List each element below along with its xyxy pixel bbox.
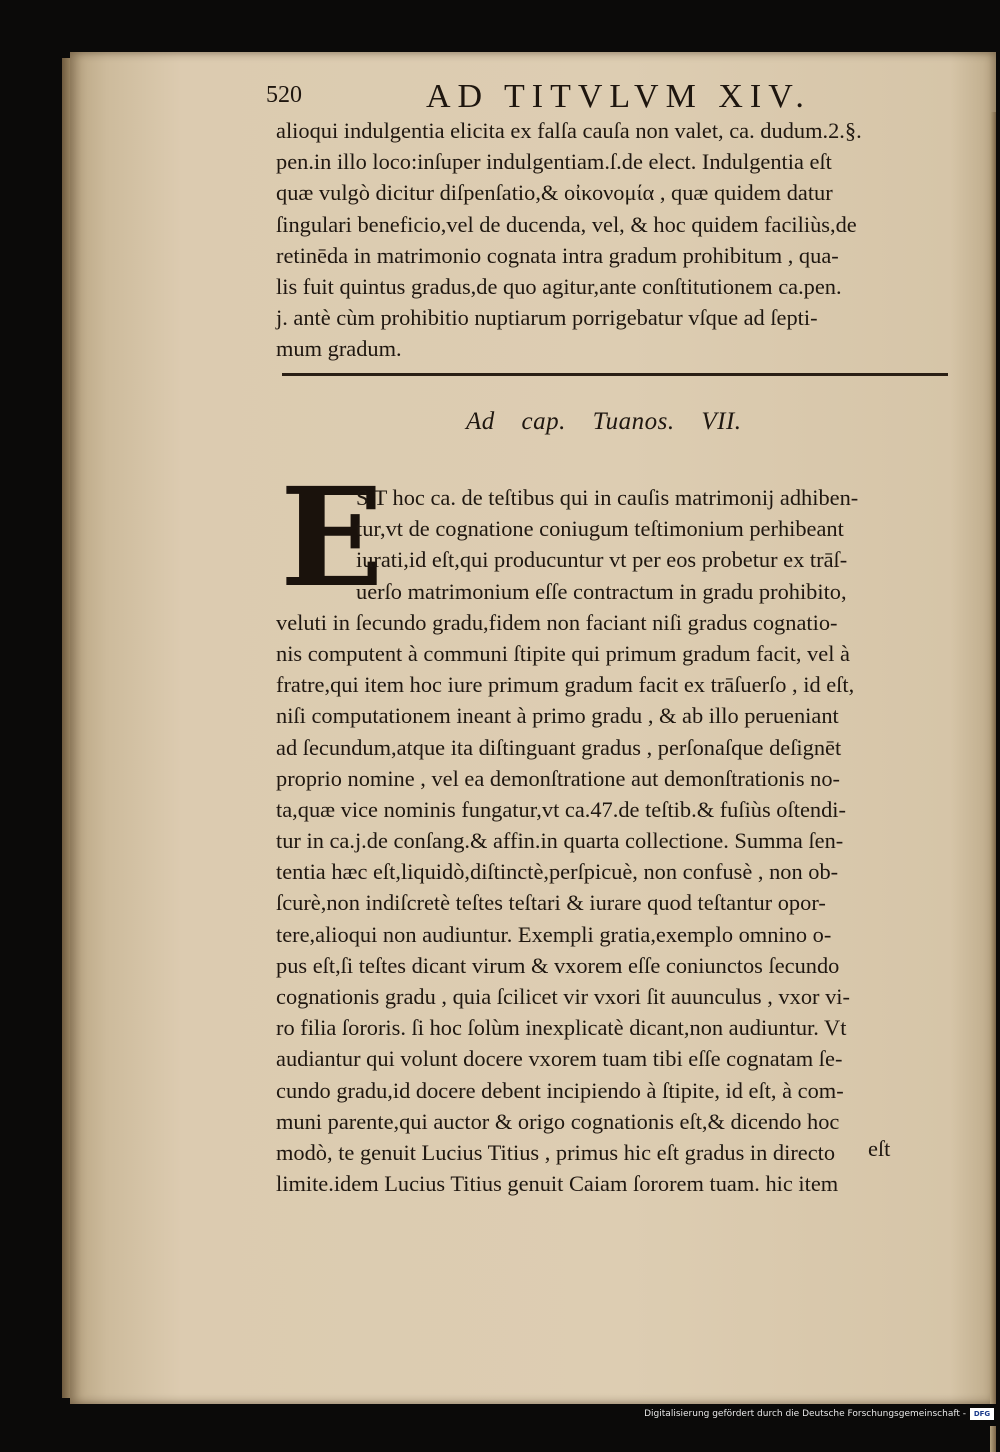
text-line: lis fuit quintus gradus,de quo agitur,ante conſtitutionem ca.pen. xyxy=(276,273,842,299)
text-line: S T hoc ca. de teſtibus qui in cauſis matrimonij adhiben- xyxy=(356,485,859,510)
text-line: proprio nomine , vel ea demonſtratione aut demonſtrationis no- xyxy=(276,765,840,791)
paragraph-1 xyxy=(276,115,956,365)
text-line: ſingulari beneficio,vel de ducenda, vel, & hoc quidem faciliùs,de xyxy=(276,211,857,237)
text-line: pus eſt,ſi teſtes dicant virum & vxorem eſſe coniunctos ſecundo xyxy=(276,952,840,978)
text-line: fratre,qui item hoc iure primum gradum facit ex trāſuerſo , id eſt, xyxy=(276,672,855,698)
text-line: tere,alioqui non audiuntur. Exempli gratia,exemplo omnino o- xyxy=(276,921,832,947)
page-header xyxy=(266,80,956,120)
chapter-heading: Ad cap. Tuanos. VII. xyxy=(466,408,742,435)
text-line: ad ſecundum,atque ita diſtinguant gradus , perſonaſque deſignēt xyxy=(276,734,842,760)
text-line: iurati,id eſt,qui producuntur vt per eos probetur ex trāſ- xyxy=(356,547,848,573)
text-line: uerſo matrimonium eſſe contractum in gradu prohibito, xyxy=(356,578,847,604)
text-line: cundo gradu,id docere debent incipiendo à ſtipite, id eſt, à com- xyxy=(276,1077,844,1103)
text-line: modò, te genuit Lucius Titius , primus hic eſt gradus in directo xyxy=(276,1139,836,1165)
text-line: nis computent à communi ſtipite qui primum gradum facit, vel à xyxy=(276,640,850,666)
text-line: tentia hæc eſt,liquidò,diſtinctè,perſpicuè, non confusè , non ob- xyxy=(276,859,839,885)
page-number: 520 xyxy=(266,82,302,108)
text-line: niſi computationem ineant à primo gradu , & ab illo perueniant xyxy=(276,703,839,729)
text-line: audiantur qui volunt docere vxorem tuam tibi eſſe cognatam ſe- xyxy=(276,1046,843,1072)
text-line: pen.in illo loco:inſuper indulgentiam.ſ.de elect. Indulgentia eſt xyxy=(276,149,832,175)
text-line: muni parente,qui auctor & origo cognationis eſt,& dicendo hoc xyxy=(276,1108,840,1134)
text-line: ro filia ſororis. ſi hoc ſolùm inexplicatè dicant,non audiuntur. Vt xyxy=(276,1015,847,1041)
text-line: quæ vulgò dicitur diſpenſatio,& οἰκονομία , quæ quidem datur xyxy=(276,180,833,206)
text-line: ſcurè,non indiſcretè teſtes teſtari & iurare quod teſtantur opor- xyxy=(276,890,826,916)
text-line: limite.idem Lucius Titius genuit Caiam ſororem tuam. hic item xyxy=(276,1171,839,1197)
paragraph-2 xyxy=(276,482,956,1199)
text-line: ta,quæ vice nominis fungatur,vt ca.47.de teſtib.& fuſiùs oſtendi- xyxy=(276,796,846,822)
text-line: mum gradum. xyxy=(276,336,402,362)
drop-cap-initial: E xyxy=(280,458,384,618)
running-title: AD TITVLVM XIV. xyxy=(426,78,811,115)
dfg-logo: DFG xyxy=(970,1408,994,1420)
page-right-edge xyxy=(990,112,996,1452)
text-line: tur in ca.j.de conſang.& affin.in quarta collectione. Summa ſen- xyxy=(276,828,844,854)
text-line: retinēda in matrimonio cognata intra gradum prohibitum , qua- xyxy=(276,242,839,268)
section-divider-rule xyxy=(282,373,948,376)
text-line: cognationis gradu , quia ſcilicet vir vxori ſit auunculus , vxor vi- xyxy=(276,984,850,1009)
text-line: tur,vt de cognatione coniugum teſtimonium perhibeant xyxy=(356,516,844,542)
digitization-credit: Digitalisierung gefördert durch die Deutsche Forschungsgemeinschaft - xyxy=(644,1409,966,1419)
text-line: j. antè cùm prohibitio nuptiarum porrigebatur vſque ad ſepti- xyxy=(276,305,818,331)
text-line: alioqui indulgentia elicita ex falſa cauſa non valet, ca. dudum.2.§. xyxy=(276,118,862,143)
catchword: eſt xyxy=(868,1136,891,1161)
text-line: veluti in ſecundo gradu,fidem non faciant niſi gradus cognatio- xyxy=(276,609,838,635)
